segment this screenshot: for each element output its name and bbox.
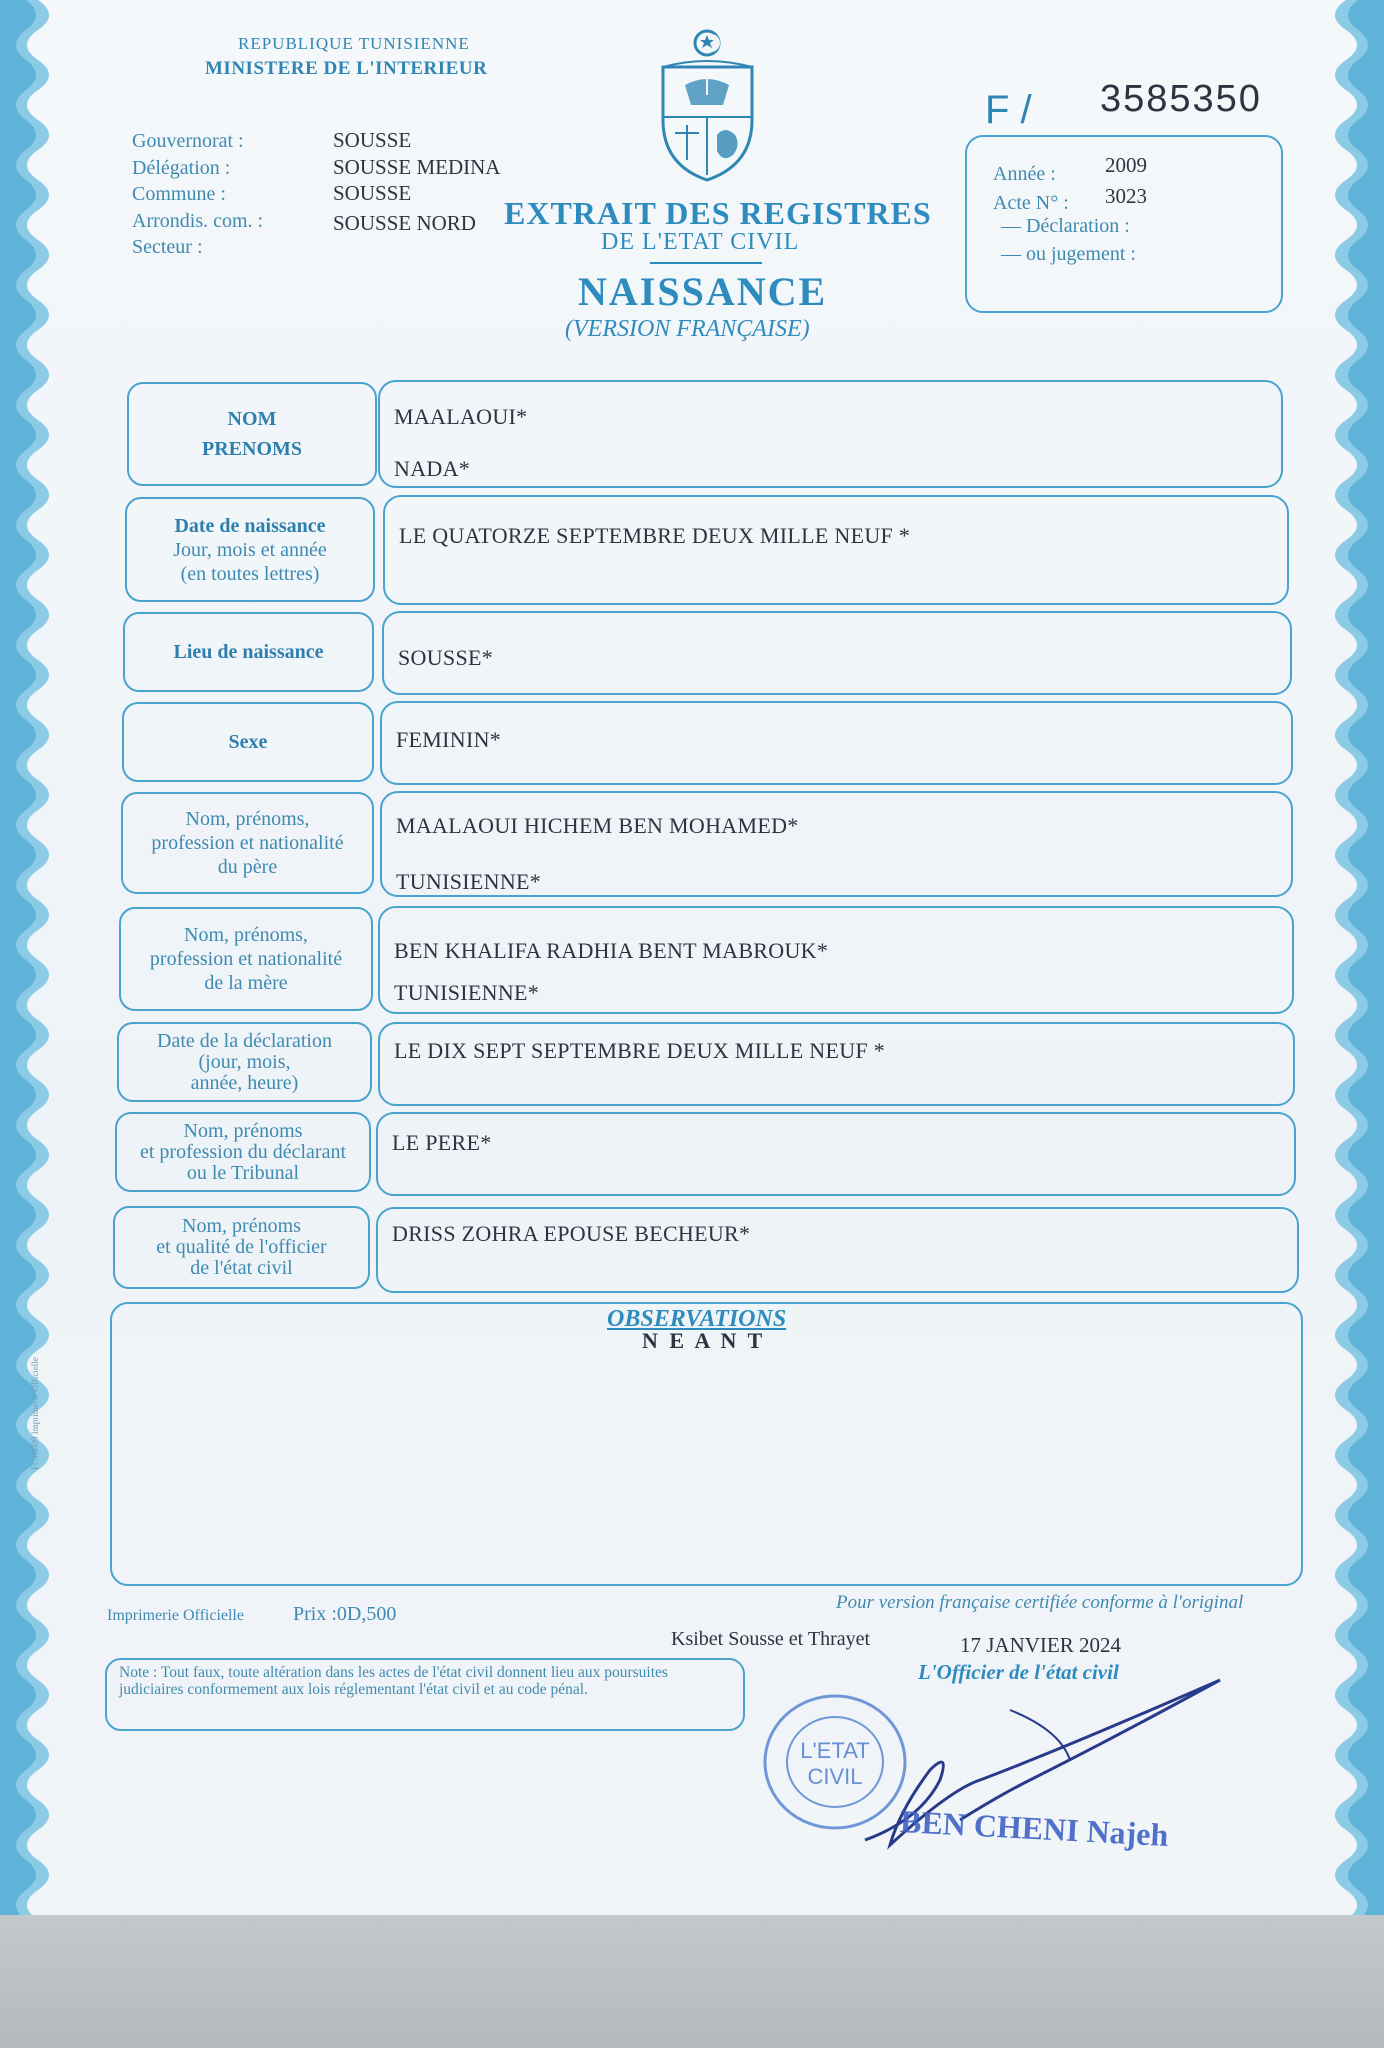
officier-label-2: et qualité de l'officier bbox=[156, 1236, 327, 1258]
arrondis-label: Arrondis. com. : bbox=[132, 209, 264, 232]
officier-value: DRISS ZOHRA EPOUSE BECHEUR* bbox=[392, 1221, 751, 1246]
legal-note-box bbox=[105, 1658, 745, 1731]
observations-title: OBSERVATIONS bbox=[607, 1306, 787, 1332]
pere-label-3: du père bbox=[217, 856, 278, 878]
decl-field bbox=[378, 1022, 1295, 1106]
declarant-label bbox=[115, 1112, 371, 1192]
officier-field bbox=[376, 1207, 1299, 1293]
decl-label-1: Date de la déclaration bbox=[157, 1029, 332, 1052]
stamp-text: L'ETAT bbox=[800, 1738, 870, 1763]
title-extrait: EXTRAIT DES REGISTRES bbox=[504, 195, 932, 231]
lieu-value: SOUSSE* bbox=[398, 645, 494, 670]
lieu-field bbox=[382, 611, 1292, 695]
commune-value: SOUSSE bbox=[333, 181, 412, 205]
sexe-value: FEMININ* bbox=[396, 727, 502, 752]
secteur-label: Secteur : bbox=[132, 236, 203, 258]
ministry-label: MINISTERE DE L'INTERIEUR bbox=[205, 58, 488, 79]
gouvernorat-label: Gouvernorat : bbox=[132, 130, 244, 152]
dob-label-title: Date de naissance bbox=[174, 514, 326, 537]
mere-label-1: Nom, prénoms, bbox=[184, 924, 308, 946]
officier-label bbox=[113, 1206, 370, 1289]
title-rule bbox=[650, 262, 762, 264]
declarant-value: LE PERE* bbox=[392, 1130, 492, 1155]
serial-number: 3585350 bbox=[1100, 78, 1262, 120]
declarant-field bbox=[376, 1112, 1296, 1196]
nom-label: NOM bbox=[227, 408, 277, 430]
delegation-label: Délégation : bbox=[132, 156, 231, 179]
officier-label-3: de l'état civil bbox=[190, 1257, 293, 1279]
decl-label bbox=[117, 1022, 372, 1102]
pere-nat-value: TUNISIENNE* bbox=[396, 869, 542, 894]
signature-stamp: BEN CHENI Najeh bbox=[899, 1803, 1170, 1854]
pere-field bbox=[380, 791, 1293, 897]
acte-no-value: 3023 bbox=[1105, 184, 1147, 208]
pere-nom-value: MAALAOUI HICHEM BEN MOHAMED* bbox=[396, 813, 799, 838]
imprimerie-label: Imprimerie Officielle bbox=[107, 1607, 244, 1624]
admin-values bbox=[333, 127, 500, 236]
observations-value: N E A N T bbox=[642, 1328, 766, 1353]
issue-date: 17 JANVIER 2024 bbox=[960, 1633, 1121, 1657]
prix-label: Prix :0D,500 bbox=[293, 1603, 397, 1625]
sexe-label bbox=[122, 702, 374, 782]
republic-label: REPUBLIQUE TUNISIENNE bbox=[238, 34, 470, 53]
delegation-value: SOUSSE MEDINA bbox=[333, 154, 501, 179]
declaration-label: — Déclaration : bbox=[1001, 215, 1130, 237]
title-etat-civil: DE L'ETAT CIVIL bbox=[601, 229, 800, 255]
arrondis-value: SOUSSE NORD bbox=[333, 210, 476, 235]
acte-no-label: Acte N° : bbox=[993, 192, 1069, 214]
side-print: FC10009 Imprimerie Officielle bbox=[30, 1357, 40, 1470]
title-version: (VERSION FRANÇAISE) bbox=[565, 316, 810, 342]
lieu-label-text: Lieu de naissance bbox=[173, 641, 324, 663]
mere-nat-value: TUNISIENNE* bbox=[394, 980, 540, 1005]
pere-label-1: Nom, prénoms, bbox=[185, 808, 310, 830]
admin-labels bbox=[132, 128, 263, 261]
coat-of-arms-emblem bbox=[655, 25, 760, 185]
pere-label-2: profession et nationalité bbox=[151, 832, 344, 854]
declarant-label-1: Nom, prénoms bbox=[183, 1119, 303, 1142]
place-text: Ksibet Sousse et Thrayet bbox=[671, 1628, 871, 1650]
left-wave-border bbox=[0, 0, 70, 1915]
declarant-label-2: et profession du déclarant bbox=[139, 1140, 347, 1163]
jugement-label: — ou jugement : bbox=[1001, 243, 1136, 265]
officer-title: L'Officier de l'état civil bbox=[918, 1660, 1119, 1684]
officier-label-1: Nom, prénoms bbox=[182, 1215, 301, 1237]
decl-label-3: année, heure) bbox=[190, 1071, 299, 1094]
dob-label bbox=[125, 497, 375, 602]
sexe-field bbox=[380, 701, 1293, 785]
nom-value: MAALAOUI* bbox=[394, 404, 528, 429]
table-surface bbox=[0, 1915, 1384, 2048]
svg-text:CIVIL: CIVIL bbox=[807, 1764, 863, 1789]
commune-label: Commune : bbox=[132, 183, 226, 205]
annee-value: 2009 bbox=[1105, 153, 1147, 177]
mere-nom-value: BEN KHALIFA RADHIA BENT MABROUK* bbox=[394, 938, 829, 963]
title-naissance: NAISSANCE bbox=[578, 269, 828, 314]
mere-label bbox=[119, 907, 373, 1011]
sexe-label-text: Sexe bbox=[228, 731, 268, 753]
observations-box bbox=[110, 1302, 1303, 1586]
gouvernorat-value: SOUSSE bbox=[333, 128, 412, 152]
pere-label bbox=[121, 792, 374, 894]
declarant-label-3: ou le Tribunal bbox=[186, 1161, 300, 1184]
dob-label-sub2: (en toutes lettres) bbox=[180, 562, 320, 585]
mere-field bbox=[378, 906, 1294, 1014]
dob-label-sub1: Jour, mois et année bbox=[173, 538, 327, 561]
acte-box bbox=[965, 135, 1283, 313]
mere-label-3: de la mère bbox=[204, 972, 288, 994]
decl-label-2: (jour, mois, bbox=[198, 1050, 291, 1073]
serial-prefix: F / bbox=[985, 88, 1032, 132]
nom-prenoms-field bbox=[378, 380, 1283, 488]
dob-value: LE QUATORZE SEPTEMBRE DEUX MILLE NEUF * bbox=[399, 523, 911, 548]
mere-label-2: profession et nationalité bbox=[149, 948, 343, 970]
nom-prenoms-label bbox=[127, 382, 377, 486]
legal-note: Note : Tout faux, toute altération dans les actes de l'état civil donnent lieu aux poursuites judiciaires conformement aux lois réglementant l'état civil et au code pénal. bbox=[119, 1664, 668, 1698]
right-wave-border bbox=[1314, 0, 1384, 1915]
annee-label: Année : bbox=[993, 163, 1056, 185]
certified-text: Pour version française certifiée conforme à l'original bbox=[836, 1592, 1244, 1613]
prenoms-value: NADA* bbox=[394, 456, 471, 481]
decl-date-value: LE DIX SEPT SEPTEMBRE DEUX MILLE NEUF * bbox=[394, 1038, 886, 1063]
prenoms-label: PRENOMS bbox=[202, 438, 302, 460]
dob-field bbox=[383, 495, 1289, 605]
lieu-label bbox=[123, 612, 374, 692]
